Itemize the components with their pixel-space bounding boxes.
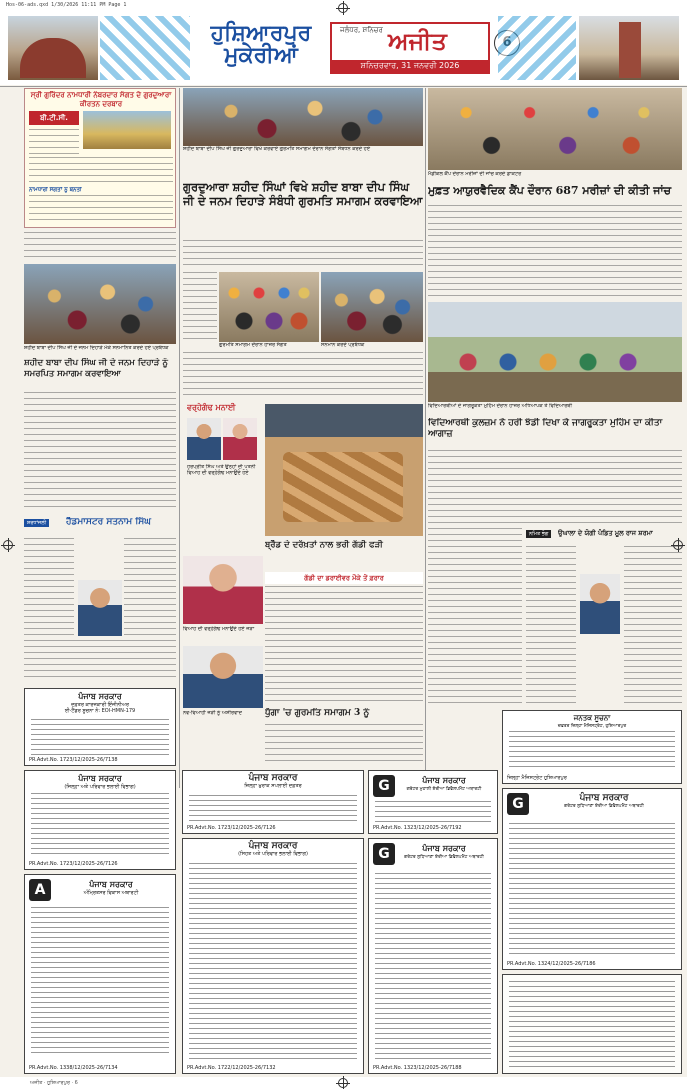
masthead-photo-right: [579, 16, 679, 80]
ad-small-notices: [502, 974, 682, 1074]
ad-header: ਪੰਜਾਬ ਸਰਕਾਰ: [248, 773, 298, 783]
ad-header: ਪੰਜਾਬ ਸਰਕਾਰ: [248, 841, 298, 851]
ad-header: ਪੰਜਾਬ ਸਰਕਾਰ: [78, 773, 122, 783]
masthead-pattern-left: [100, 16, 190, 80]
divider: [425, 88, 426, 778]
left-feature-banner: ਸ੍ਰੀ ਗੁਰਿੰਦਰ ਨਾਮਧਾਰੀ ਨੰਬਰਦਾਰ ਸੰਗਤ ਦੇ ਗੁਰਦੁਆਰਾ ਕੀਰਤਨ ਦਰਬਾਰ: [30, 91, 172, 108]
ad-header: ਜਨਤਕ ਸੂਚਨਾ: [573, 713, 611, 722]
ad-number: ਜ਼ਿਲ੍ਹਾ ਮੈਜਿਸਟ੍ਰੇਟ ਹੁਸ਼ਿਆਰਪੁਰ: [507, 775, 567, 781]
wedding-caption: ਵਿਆਹ ਦੀ ਵਰ੍ਹੇਗੰਢ ਮਨਾਉਂਦੇ ਹੋਏ ਜੋੜਾ: [183, 626, 255, 632]
glada-logo: G: [373, 843, 395, 865]
main-headline: ਗੁਰਦੁਆਰਾ ਸ਼ਹੀਦ ਸਿੰਘਾਂ ਵਿਖੇ ਸ਼ਹੀਦ ਬਾਬਾ ਦੀਪ ਸਿੰਘ ਜੀ ਦੇ ਜਨਮ ਦਿਹਾੜੇ ਸੰਬੰਧੀ ਗੁਰਮਤਿ ਸਮਾਗਮ ਕਰਵਾਇਆ: [183, 180, 423, 209]
golden-temple-image: [83, 111, 171, 149]
ad-gmada: [368, 770, 498, 834]
ad-amritsar-development: [24, 874, 176, 1074]
obituary-right-body: [624, 546, 682, 706]
masthead-city-line2: ਮੁਕੇਰੀਆਂ: [224, 42, 298, 68]
left-feature-notice: ਨਾਮਧਾਰੀ ਸੰਗਤਾਂ ਨੂੰ ਬੇਨਤੀ: [29, 187, 82, 193]
ad-number: PR.Advt.No. 1723/12/2025-26/7138: [29, 757, 118, 763]
gmada-logo: G: [373, 775, 395, 797]
bread-headline: ਬ੍ਰੈੱਡ ਦੇ ਦਰੱਖ਼ਤਾਂ ਨਾਲ ਭਰੀ ਗੱਡੀ ਫੜੀ: [265, 540, 383, 550]
ad-number: PR.Advt.No. 1324/12/2025-26/7186: [507, 961, 596, 967]
samagam-honour-photo: [321, 272, 423, 342]
left-feature-text: [29, 195, 173, 225]
ad-subheader: ਗਰੇਟਰ ਲੁਧਿਆਣਾ ਏਰੀਆ ਡਿਵੈਲਪਮੈਂਟ ਅਥਾਰਟੀ: [404, 855, 484, 860]
ada-logo: A: [29, 879, 51, 901]
left-feature-badge: ਬੀ.ਟੀ.ਸੀ.: [29, 111, 79, 125]
anniversary-caption: ਹਰਪ੍ਰੀਤ ਸਿੰਘ ਅਤੇ ਉਨ੍ਹਾਂ ਦੀ ਪਤਨੀ ਵਿਆਹ ਦੀ ਵਰ੍ਹੇਗੰਢ ਮਨਾਉਂਦੇ ਹੋਏ: [187, 464, 256, 476]
divider: [0, 86, 687, 87]
left-feature-text: [29, 129, 79, 157]
print-strip: Hos-06-ads.qxd 1/30/2026 11:11 PM Page 1: [0, 0, 687, 10]
ad-public-notice: [502, 710, 682, 784]
masthead-pattern-right: [498, 16, 576, 80]
left-column-body: [24, 232, 176, 262]
left-feature-text: [29, 157, 173, 185]
medical-story-body: [428, 205, 682, 301]
bread-subhead: ਗੱਡੀ ਦਾ ਡਰਾਈਵਰ ਮੌਕੇ ਤੋਂ ਫ਼ਰਾਰ: [265, 572, 423, 584]
wedding2-caption: ਨਵ-ਵਿਆਹੀ ਜੋੜੀ ਨੂੰ ਅਸ਼ੀਰਵਾਦ: [183, 710, 242, 716]
obituary-left-body: [24, 640, 176, 682]
ad-header: ਪੰਜਾਬ ਸਰਕਾਰ: [422, 775, 466, 785]
medical-camp-photo: [428, 88, 682, 170]
husband-photo: [187, 418, 221, 460]
samagam-honour-caption: ਸਨਮਾਨ ਕਰਦੇ ਪ੍ਰਬੰਧਕ: [321, 342, 365, 348]
ad-header: ਪੰਜਾਬ ਸਰਕਾਰ: [579, 793, 629, 803]
wedding-photo: [183, 556, 263, 624]
ad-glada-2: [502, 788, 682, 970]
obituary-left-headline: ਹੈੱਡਮਾਸਟਰ ਸਤਨਾਮ ਸਿੰਘ: [66, 517, 151, 527]
left-story-headline: ਸ਼ਹੀਦ ਬਾਬਾ ਦੀਪ ਸਿੰਘ ਜੀ ਦੇ ਜਨਮ ਦਿਹਾੜੇ ਨੂੰ ਸਮਰਪਿਤ ਸਮਾਗਮ ਕਰਵਾਇਆ: [24, 358, 168, 379]
students-campaign-caption: ਵਿਦਿਆਰਥੀਆਂ ਦੇ ਜਾਗਰੂਕਤਾ ਮੁਹਿੰਮ ਦੌਰਾਨ ਹਾਜ਼ਰ ਅਧਿਆਪਕ ਤੇ ਵਿਦਿਆਰਥੀ: [428, 403, 572, 409]
students-headline: ਵਿਦਿਆਰਥੀ ਕੁਲਜ਼ਮ ਨੇ ਹਰੀ ਝੰਡੀ ਦਿਖਾ ਕੇ ਜਾਗਰੂਕਤਾ ਮੁਹਿੰਮ ਦਾ ਕੀਤਾ ਆਗਾਜ਼: [428, 418, 663, 440]
masthead-photo-left: [8, 16, 98, 80]
dhuga-story-body: [265, 724, 423, 766]
students-story-body: [428, 450, 682, 526]
ad-health-family: [182, 838, 364, 1074]
ad-number: PR.Advt.No. 1323/12/2025-26/7192: [373, 825, 462, 831]
ad-number: PR.Advt.No. 1723/12/2025-26/7126: [187, 825, 276, 831]
ad-glada-1: [368, 838, 498, 1074]
left-feature: [24, 88, 176, 228]
ad-header: ਪੰਜਾਬ ਸਰਕਾਰ: [422, 843, 466, 853]
registration-mark: [338, 1078, 348, 1088]
masthead-city-line1: ਹੁਸ਼ਿਆਰਪੁਰ: [210, 20, 312, 46]
ad-subheader: ਗਰੇਟਰ ਲੁਧਿਆਣਾ ਏਰੀਆ ਡਿਵੈਲਪਮੈਂਟ ਅਥਾਰਟੀ: [564, 804, 644, 809]
divider: [179, 88, 180, 788]
wife-photo: [223, 418, 257, 460]
left-story-photo: [24, 264, 176, 344]
samagam-crowd-photo: [219, 272, 319, 342]
main-story-body: [183, 240, 423, 270]
masthead: [0, 10, 687, 85]
masthead-brand-box: [330, 22, 490, 74]
samagam-crowd-caption: ਗੁਰਮਤਿ ਸਮਾਗਮ ਦੌਰਾਨ ਹਾਜ਼ਰ ਸੰਗਤ: [219, 342, 287, 348]
medical-headline: ਮੁਫ਼ਤ ਆਯੁਰਵੈਦਿਕ ਕੈਂਪ ਦੌਰਾਨ 687 ਮਰੀਜ਼ਾਂ ਦੀ ਕੀਤੀ ਜਾਂਚ: [428, 184, 672, 197]
obituary-left-portrait: [78, 580, 122, 636]
wedding2-photo: [183, 646, 263, 708]
ad-ref: ਈ-ਟੈਂਡਰ ਸੂਚਨਾ ਨੰ: EOI-HMN-179: [64, 708, 136, 714]
ad-public-works: [24, 688, 176, 766]
brand-logo: ਅਜੀਤ: [388, 26, 447, 55]
ad-subheader: (ਸਿਹਤ ਅਤੇ ਪਰਿਵਾਰ ਭਲਾਈ ਵਿਭਾਗ): [238, 851, 308, 857]
main-story-body: [183, 272, 217, 342]
anniversary-tag: ਵਰ੍ਹੇਗੰਢ ਮਨਾਈ: [187, 402, 236, 412]
masthead-city-title: [196, 22, 326, 66]
bread-truck-photo: [265, 404, 423, 536]
ad-subheader: ਗਰੇਟਰ ਮੁਹਾਲੀ ਏਰੀਆ ਡਿਵੈਲਪਮੈਂਟ ਅਥਾਰਟੀ: [406, 787, 482, 792]
ad-number: PR.Advt.No. 1323/12/2025-26/7188: [373, 1065, 462, 1071]
registration-mark: [673, 540, 683, 550]
registration-mark: [338, 3, 348, 13]
main-story-body: [183, 352, 423, 398]
ad-subheader: ਦਫ਼ਤਰ ਜ਼ਿਲ੍ਹਾ ਮੈਜਿਸਟ੍ਰੇਟ, ਹੁਸ਼ਿਆਰਪੁਰ: [557, 724, 627, 729]
obituary-right-headline: ਉਘਾਲਾ ਦੇ ਯੋਗੀ ਪੰਡਿਤ ਮੂਲ ਰਾਜ ਸ਼ਰਮਾ: [558, 529, 653, 537]
ad-subheader: (ਜਿਲ੍ਹਾ ਅਤੇ ਪਰਿਵਾਰ ਭਲਾਈ ਵਿਭਾਗ): [64, 784, 136, 790]
ad-number: PR.Advt.No. 1722/12/2025-26/7132: [187, 1065, 276, 1071]
anniversary-box: [183, 400, 263, 540]
issue-date: ਸ਼ਨਿਚਰਵਾਰ, 31 ਜਨਵਰੀ 2026: [332, 60, 488, 72]
left-story-body: [24, 392, 176, 512]
ad-subheader: ਅੰਮ੍ਰਿਤਸਰ ਵਿਕਾਸ ਅਥਾਰਟੀ: [83, 890, 139, 896]
ad-food-supply: [182, 770, 364, 834]
bread-story-body: [265, 586, 423, 706]
obituary-right-header: [526, 528, 682, 542]
page-footer: ਅਜੀਤ · ਹੁਸ਼ਿਆਰਪੁਰ · 6: [0, 1077, 687, 1089]
students-story-body: [428, 528, 522, 708]
ad-header: ਪੰਜਾਬ ਸਰਕਾਰ: [89, 879, 133, 889]
gurmat-samagam-caption: ਸ਼ਹੀਦ ਬਾਬਾ ਦੀਪ ਸਿੰਘ ਜੀ ਗੁਰਦੁਆਰਾ ਵਿਖੇ ਕਰਵਾਏ ਗੁਰਮਤਿ ਸਮਾਗਮ ਦੌਰਾਨ ਸੰਗਤਾਂ ਸੰਬੋਧਨ ਕਰਦੇ ਹੋਏ: [183, 146, 371, 152]
ad-number: PR.Advt.No. 1338/12/2025-26/7134: [29, 1065, 118, 1071]
obituary-left-body: [24, 538, 74, 638]
medical-camp-caption: ਮੈਡੀਕਲ ਕੈਂਪ ਦੌਰਾਨ ਮਰੀਜ਼ਾਂ ਦੀ ਜਾਂਚ ਕਰਦੇ ਡਾਕਟਰ: [428, 171, 522, 177]
registration-mark: [3, 540, 13, 550]
obituary-left-header: [24, 515, 176, 535]
edition-sub: ਜਲੰਧਰ, ਸ਼ਨਿਚਰ: [340, 26, 383, 34]
ad-subheader: ਦਫ਼ਤਰ ਕਾਰਜਕਾਰੀ ਇੰਜੀਨੀਅਰ: [71, 702, 129, 708]
ad-header: ਪੰਜਾਬ ਸਰਕਾਰ: [78, 691, 122, 701]
glada-logo: G: [507, 793, 529, 815]
obituary-left-body: [124, 538, 176, 638]
obituary-right-tag: ਨਮਿਤ ਭੋਗ: [526, 530, 551, 538]
gurmat-samagam-photo: [183, 88, 423, 146]
obituary-right-body: [526, 546, 576, 706]
dhuga-headline: ਧੁੱਗਾ 'ਚ ਗੁਰਮਤਿ ਸਮਾਗਮ 3 ਨੂੰ: [265, 708, 370, 718]
obituary-left-tag: ਸ਼ਰਧਾਂਜਲੀ: [24, 519, 49, 527]
students-campaign-photo: [428, 302, 682, 402]
ad-number: PR.Advt.No. 1723/12/2025-26/7126: [29, 861, 118, 867]
obituary-right-portrait: [580, 574, 620, 634]
ad-health-welfare: [24, 770, 176, 870]
ad-subheader: ਜ਼ਿਲ੍ਹਾ ਖ਼ੁਰਾਕ ਸਪਲਾਈ ਦਫ਼ਤਰ: [244, 783, 302, 789]
left-story-caption: ਸ਼ਹੀਦ ਬਾਬਾ ਦੀਪ ਸਿੰਘ ਜੀ ਦੇ ਜਨਮ ਦਿਹਾੜੇ ਮੌਕੇ ਸਨਮਾਨਿਤ ਕਰਦੇ ਹੋਏ ਪ੍ਰਬੰਧਕ: [24, 345, 169, 351]
